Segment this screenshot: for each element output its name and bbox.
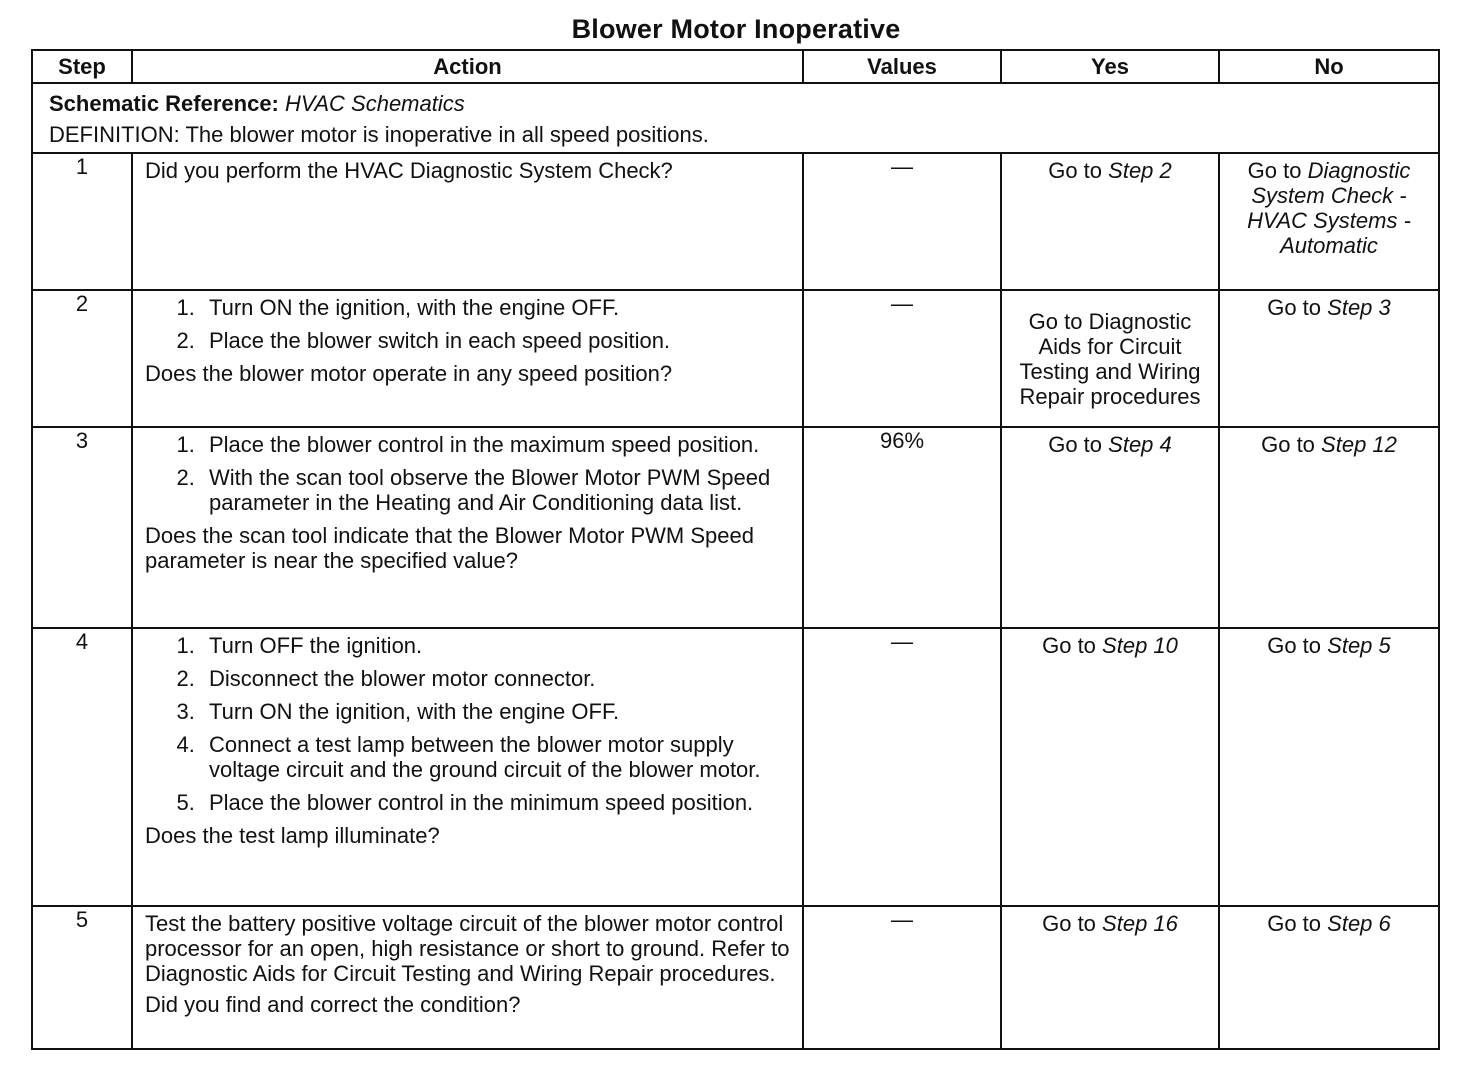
action-cell	[132, 427, 803, 628]
action-cell	[132, 628, 803, 906]
table-row	[32, 628, 1439, 906]
action-cell	[132, 906, 803, 1049]
no-prefix: Go to	[1261, 432, 1315, 457]
schematic-reference-link[interactable]: HVAC Schematics	[285, 91, 465, 116]
yes-prefix: Go to	[1042, 911, 1096, 936]
list-item: 1. Turn ON the ignition, with the engine OFF.	[201, 295, 792, 320]
schematic-reference-label: Schematic Reference:	[49, 91, 279, 116]
action-steps-list	[145, 633, 792, 815]
no-prefix: Go to	[1267, 633, 1322, 658]
header-values: Values	[803, 50, 1001, 83]
value-cell: —	[803, 153, 1001, 290]
schematic-reference	[49, 88, 1438, 119]
action-question: Does the scan tool indicate that the Blower Motor PWM Speed parameter is near the specified value?	[145, 523, 754, 573]
page-title: Blower Motor Inoperative	[571, 14, 901, 44]
no-link[interactable]: Diagnostic System Check - HVAC Systems - Automatic	[1247, 158, 1411, 258]
action-steps-list	[145, 295, 792, 353]
value-cell: 96%	[803, 427, 1001, 628]
yes-prefix: Go to	[1048, 432, 1103, 457]
step-number: 1	[32, 153, 132, 290]
yes-cell[interactable]	[1001, 290, 1219, 427]
table-row	[32, 906, 1439, 1049]
no-cell[interactable]	[1219, 153, 1439, 290]
value-cell: —	[803, 290, 1001, 427]
no-link[interactable]: Step 6	[1327, 911, 1391, 936]
list-item: 2. Place the blower switch in each speed position.	[201, 328, 792, 353]
list-item: 4. Connect a test lamp between the blower motor supply voltage circuit and the ground circuit of the blower motor.	[201, 732, 792, 782]
action-question: Does the blower motor operate in any speed position?	[145, 361, 673, 386]
action-cell	[132, 290, 803, 427]
list-item: 1. Turn OFF the ignition.	[201, 633, 792, 658]
definition-text: DEFINITION: The blower motor is inoperative in all speed positions.	[49, 122, 709, 147]
no-prefix: Go to	[1267, 295, 1322, 320]
yes-cell[interactable]	[1001, 427, 1219, 628]
header-yes: Yes	[1001, 50, 1219, 83]
action-steps-list	[145, 432, 792, 515]
action-question: Does the test lamp illuminate?	[145, 823, 440, 848]
yes-link[interactable]: Step 10	[1102, 633, 1178, 658]
yes-cell[interactable]	[1001, 628, 1219, 906]
action-cell	[132, 153, 803, 290]
table-row	[32, 290, 1439, 427]
header-no: No	[1219, 50, 1439, 83]
yes-link[interactable]: Step 2	[1108, 158, 1172, 183]
value-cell: —	[803, 906, 1001, 1049]
reference-row	[32, 83, 1439, 153]
no-cell[interactable]	[1219, 906, 1439, 1049]
yes-link[interactable]: Step 16	[1102, 911, 1178, 936]
list-item: 3. Turn ON the ignition, with the engine OFF.	[201, 699, 792, 724]
yes-cell[interactable]	[1001, 906, 1219, 1049]
table-row	[32, 427, 1439, 628]
yes-prefix: Go to	[1042, 633, 1096, 658]
table-row	[32, 153, 1439, 290]
diagnostic-table	[31, 49, 1440, 1050]
step-number: 4	[32, 628, 132, 906]
no-cell[interactable]	[1219, 427, 1439, 628]
no-link[interactable]: Step 3	[1327, 295, 1391, 320]
yes-cell[interactable]	[1001, 153, 1219, 290]
no-cell[interactable]	[1219, 290, 1439, 427]
no-prefix: Go to	[1267, 911, 1322, 936]
action-question: Did you find and correct the condition?	[145, 992, 521, 1017]
action-question: Did you perform the HVAC Diagnostic System Check?	[145, 158, 673, 183]
header-action: Action	[132, 50, 803, 83]
no-cell[interactable]	[1219, 628, 1439, 906]
no-prefix: Go to	[1247, 158, 1302, 183]
yes-link[interactable]: Go to Diagnostic Aids for Circuit Testing and Wiring Repair procedures	[1019, 308, 1201, 409]
reference-cell	[32, 83, 1439, 153]
header-step: Step	[32, 50, 132, 83]
yes-link[interactable]: Step 4	[1108, 432, 1172, 457]
no-link[interactable]: Step 5	[1327, 633, 1391, 658]
list-item: 2. With the scan tool observe the Blower Motor PWM Speed parameter in the Heating and Air Conditioning data list.	[201, 465, 792, 515]
list-item: 1. Place the blower control in the maximum speed position.	[201, 432, 792, 457]
step-number: 3	[32, 427, 132, 628]
list-item: 2. Disconnect the blower motor connector.	[201, 666, 792, 691]
yes-prefix: Go to	[1048, 158, 1103, 183]
value-cell: —	[803, 628, 1001, 906]
header-row	[32, 50, 1439, 83]
step-number: 2	[32, 290, 132, 427]
step-number: 5	[32, 906, 132, 1049]
list-item: 5. Place the blower control in the minimum speed position.	[201, 790, 792, 815]
action-text: Test the battery positive voltage circuit of the blower motor control processor for an open, high resistance or short to ground. Refer to Diagnostic Aids for Circuit Testing and Wiring Repair procedures.	[145, 911, 790, 986]
no-link[interactable]: Step 12	[1321, 432, 1397, 457]
